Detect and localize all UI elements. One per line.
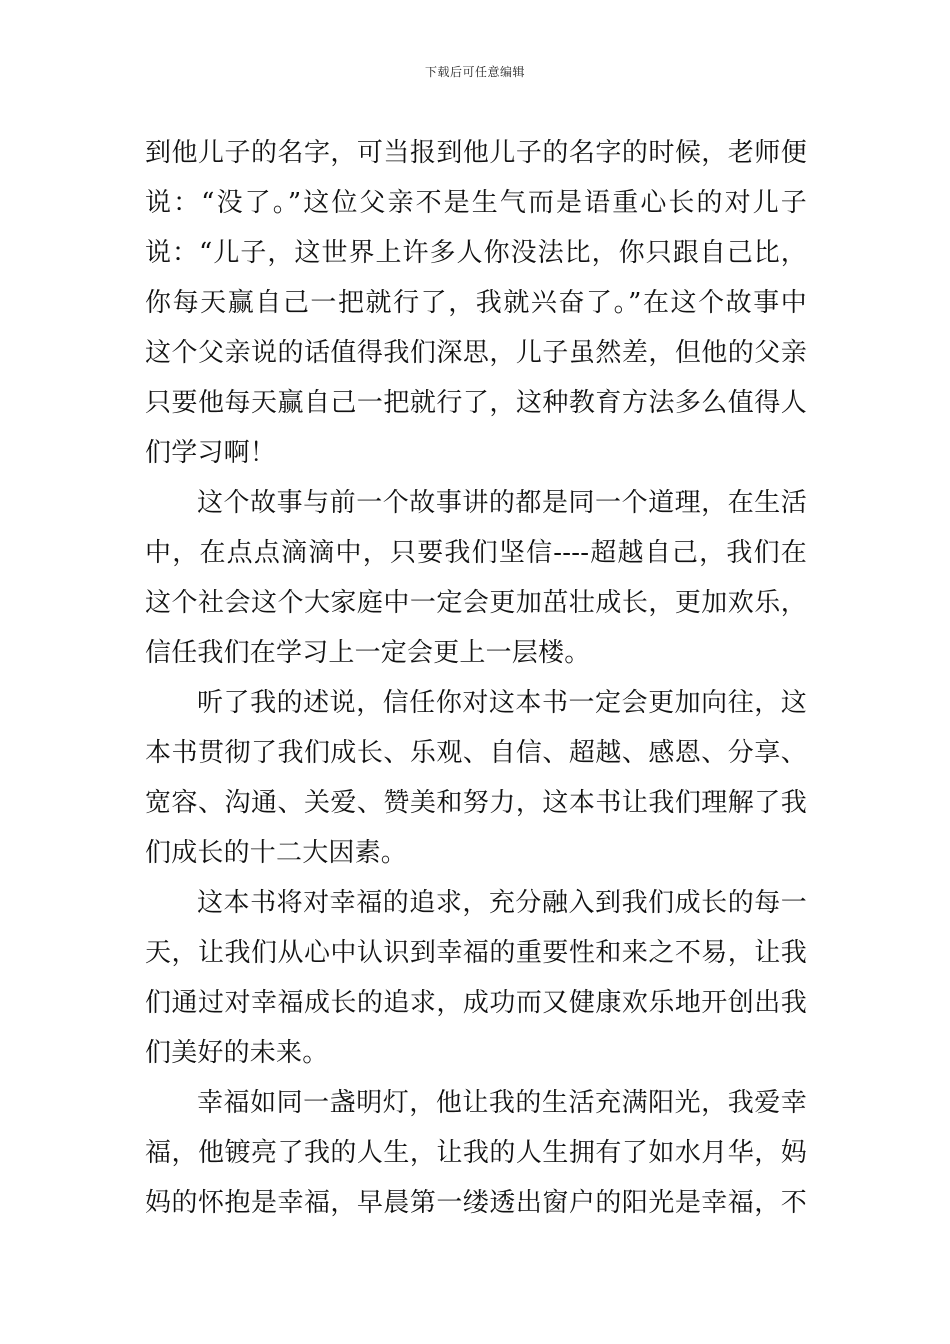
text-line: 们通过对幸福成长的追求，成功而又健康欢乐地开创出我 [145, 988, 807, 1018]
text-line: 们成长的十二大因素。 [145, 838, 408, 868]
text-line: 到他儿子的名字，可当报到他儿子的名字的时候，老师便 [145, 138, 807, 168]
text-line: 这个父亲说的话值得我们深思，儿子虽然差，但他的父亲 [145, 338, 807, 368]
text-line: 只要他每天赢自己一把就行了，这种教育方法多么值得人 [145, 388, 807, 418]
text-line: 福，他镀亮了我的人生，让我的人生拥有了如水月华，妈 [145, 1138, 807, 1168]
text-line: 天，让我们从心中认识到幸福的重要性和来之不易，让我 [145, 938, 807, 968]
paragraph [145, 478, 807, 678]
paragraph [145, 878, 807, 1078]
text-line: 妈的怀抱是幸福，早晨第一缕透出窗户的阳光是幸福，不 [145, 1188, 807, 1218]
text-line: 听了我的述说，信任你对这本书一定会更加向往，这 [197, 688, 807, 718]
page-header: 下载后可任意编辑 [424, 65, 525, 79]
text-line: 们学习啊！ [145, 438, 277, 468]
text-line: 这个故事与前一个故事讲的都是同一个道理，在生活 [197, 488, 807, 518]
text-line: 你每天赢自己一把就行了，我就兴奋了。”在这个故事中 [145, 288, 807, 318]
paragraph [145, 678, 807, 878]
document-body [145, 128, 807, 1228]
text-line: 信任我们在学习上一定会更上一层楼。 [145, 638, 591, 668]
text-line: 们美好的未来。 [145, 1038, 329, 1068]
text-line: 宽容、沟通、关爱、赞美和努力，这本书让我们理解了我 [145, 788, 807, 818]
text-line: 中，在点点滴滴中，只要我们坚信----超越自己，我们在 [145, 538, 807, 568]
paragraph [145, 1078, 807, 1228]
text-line: 本书贯彻了我们成长、乐观、自信、超越、感恩、分享、 [145, 738, 807, 768]
text-line: 幸福如同一盏明灯，他让我的生活充满阳光，我爱幸 [197, 1088, 807, 1118]
text-line: 说：“没了。”这位父亲不是生气而是语重心长的对儿子 [145, 188, 807, 218]
text-line: 这个社会这个大家庭中一定会更加茁壮成长，更加欢乐， [145, 588, 807, 618]
text-line: 说：“儿子，这世界上许多人你没法比，你只跟自己比， [145, 238, 807, 268]
paragraph [145, 128, 807, 478]
text-line: 这本书将对幸福的追求，充分融入到我们成长的每一 [197, 888, 807, 918]
